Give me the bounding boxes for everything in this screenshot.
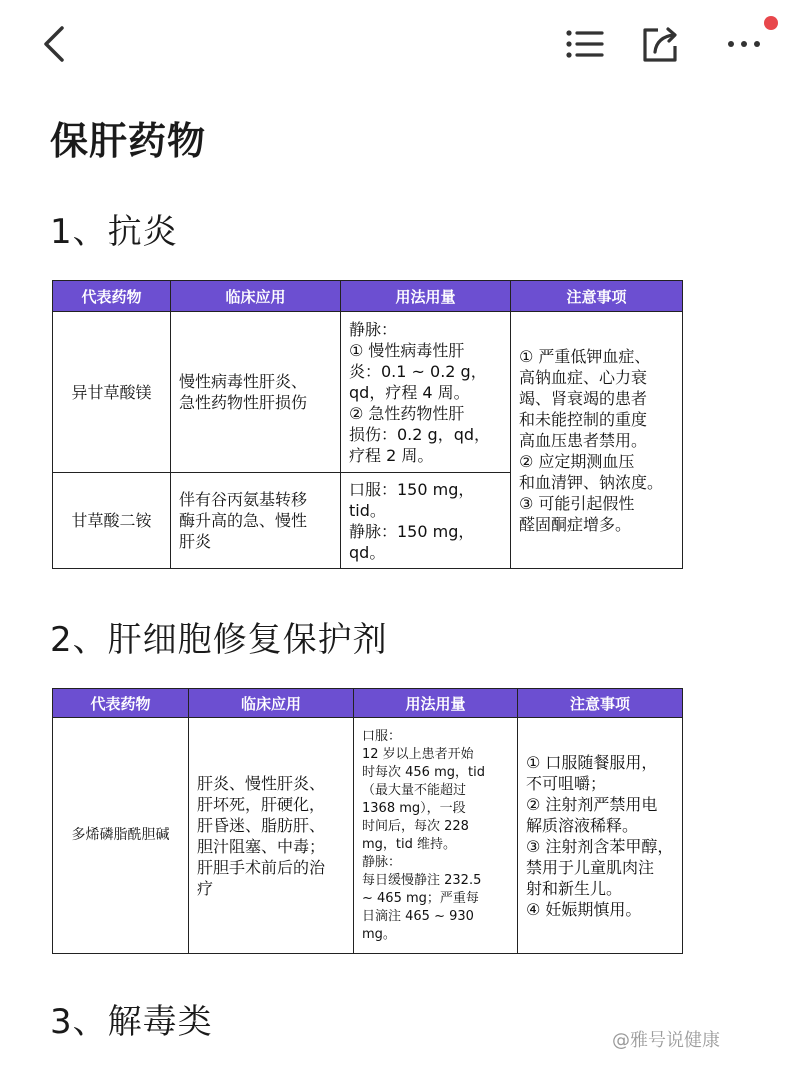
more-button[interactable] <box>722 22 766 66</box>
watermark: @雅号说健康 <box>612 1030 720 1051</box>
dosage: 口服：150 mg， tid。 静脉：150 mg， qd。 <box>341 473 511 569</box>
list-button[interactable] <box>562 22 606 66</box>
page-title: 保肝药物 <box>50 119 207 163</box>
header-dosage: 用法用量 <box>341 281 511 312</box>
section-heading-anti-inflammatory: 1、抗炎 <box>50 212 178 252</box>
header-application: 临床应用 <box>171 281 341 312</box>
back-arrow-icon <box>36 22 76 66</box>
table-row <box>53 312 683 473</box>
more-icon <box>722 22 766 66</box>
top-bar <box>0 0 800 90</box>
notification-dot <box>764 16 778 30</box>
share-icon <box>638 22 682 66</box>
drug-name: 多烯磷脂酰胆碱 <box>53 718 189 954</box>
header-drug: 代表药物 <box>53 689 189 718</box>
clinical-application: 伴有谷丙氨基转移 酶升高的急、慢性 肝炎 <box>171 473 341 569</box>
share-button[interactable] <box>638 22 682 66</box>
precautions: ① 口服随餐服用， 不可咀嚼； ② 注射剂严禁用电 解质溶液稀释。 ③ 注射剂含苯甲醇， 禁用于儿童肌肉注 射和新生儿。 ④ 妊娠期慎用。 <box>518 718 683 954</box>
section-heading-detox: 3、解毒类 <box>50 1002 213 1042</box>
drug-name: 甘草酸二铵 <box>53 473 171 569</box>
hepatocyte-repair-table <box>52 688 683 954</box>
clinical-application: 肝炎、慢性肝炎、 肝坏死，肝硬化， 肝昏迷、脂肪肝、 胆汁阻塞、中毒； 肝胆手术前后的治 疗 <box>189 718 354 954</box>
list-icon <box>562 22 606 66</box>
dosage: 静脉： ① 慢性病毒性肝 炎：0.1 ~ 0.2 g， qd，疗程 4 周。 ② 急性药物性肝 损伤：0.2 g，qd， 疗程 2 周。 <box>341 312 511 473</box>
header-application: 临床应用 <box>189 689 354 718</box>
anti-inflammatory-table <box>52 280 683 569</box>
clinical-application: 慢性病毒性肝炎、 急性药物性肝损伤 <box>171 312 341 473</box>
table-header-row <box>53 689 683 718</box>
table-header-row <box>53 281 683 312</box>
header-drug: 代表药物 <box>53 281 171 312</box>
header-dosage: 用法用量 <box>354 689 518 718</box>
section-heading-hepatocyte-repair: 2、肝细胞修复保护剂 <box>50 620 388 660</box>
precautions: ① 严重低钾血症、 高钠血症、心力衰 竭、肾衰竭的患者 和未能控制的重度 高血压患者禁用。 ② 应定期测血压 和血清钾、钠浓度。 ③ 可能引起假性 醛固酮症增多。 <box>511 312 683 569</box>
drug-name: 异甘草酸镁 <box>53 312 171 473</box>
header-notes: 注意事项 <box>511 281 683 312</box>
header-notes: 注意事项 <box>518 689 683 718</box>
dosage: 口服： 12 岁以上患者开始 时每次 456 mg，tid （最大量不能超过 1368 mg），一段 时间后，每次 228 mg，tid 维持。 静脉： 每日缓慢静注 232.5 ~ 465 mg；严重每 日滴注 465 ~ 930 mg。 <box>354 718 518 954</box>
back-button[interactable] <box>36 22 76 66</box>
table-row <box>53 718 683 954</box>
